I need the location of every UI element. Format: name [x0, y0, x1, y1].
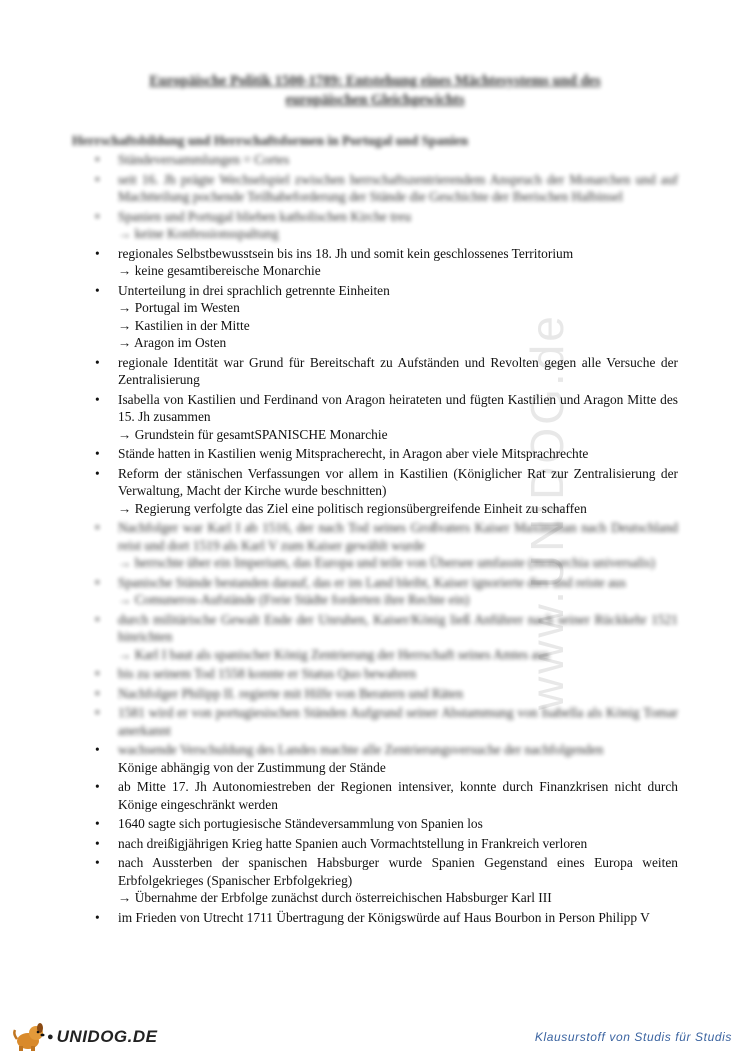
- bullet-text: • Spanische Stände bestanden darauf, das er im Land bleibt, Kaiser ignorierte dies und reiste aus: [118, 574, 626, 590]
- bullet-item: [118, 611, 678, 664]
- section-heading: Herrschaftsbildung und Herrschaftsformen in Portugal und Spanien: [72, 133, 469, 148]
- unidog-logo: [12, 1022, 158, 1052]
- bullet-text: • 1640 sagte sich portugiesische Ständeversammlung von Spanien los: [118, 816, 483, 831]
- bullet-arrow-line: → Karl I baut als spanischer König Zentrierung der Herrschaft seines Amtes aus: [118, 646, 550, 662]
- bullet-item: [118, 854, 678, 907]
- bullet-arrow-line: → Comuneros-Aufstände (Freie Städte forderten ihre Rechte ein): [118, 592, 470, 607]
- title-line-2: europäischen Gleichgewichts: [285, 92, 465, 108]
- bullet-arrow-line: → Aragon im Osten: [118, 335, 227, 350]
- bullet-item: [118, 465, 678, 518]
- bullet-arrow-line: → Portugal im Westen: [118, 300, 240, 315]
- logo-text: UNIDOG.DE: [56, 1027, 158, 1046]
- bullet-item: [118, 835, 678, 853]
- footer-tagline: Klausurstoff von Studis für Studis: [534, 1030, 732, 1044]
- bullet-item: [118, 909, 678, 927]
- bullet-arrow-line: → keine Konfessionsspaltung: [118, 226, 279, 241]
- bullet-item: [118, 815, 678, 833]
- bullet-text: • im Frieden von Utrecht 1711 Übertragung der Königswürde auf Haus Bourbon in Person Philipp V: [118, 909, 650, 925]
- bullet-item: [118, 685, 678, 703]
- bullet-arrow-line: → Grundstein für gesamtSPANISCHE Monarchie: [118, 426, 388, 442]
- bullet-item: [118, 151, 678, 169]
- bullet-text: • Nachfolger war Karl I ab 1516, der nach Tod seines Großvaters Kaiser Maximilian nach Deutschland reist und dort 1519 als Karl V zum Kaiser gewählt wurde: [118, 520, 678, 553]
- bullet-text: • Unterteilung in drei sprachlich getrennte Einheiten: [118, 282, 390, 298]
- document-title: [60, 72, 690, 110]
- paw-icon: ●: [47, 1031, 54, 1043]
- bullet-text: • nach dreißigjährigen Krieg hatte Spanien auch Vormachtstellung in Frankreich verloren: [118, 835, 588, 851]
- bullet-text: • Nachfolger Philipp II. regierte mit Hilfe von Beratern und Räten: [118, 685, 464, 701]
- bullet-item: [118, 245, 678, 280]
- bullet-item: [118, 171, 678, 206]
- bullet-arrow-line: → Regierung verfolgte das Ziel eine politisch regionsübergreifende Einheit zu schaffen: [118, 500, 587, 516]
- bullet-item: [118, 391, 678, 444]
- bullet-text: • ab Mitte 17. Jh Autonomiestreben der Regionen intensiver, konnte durch Finanzkrisen nicht durch Könige eingeschränkt werden: [118, 779, 678, 812]
- bullet-text: • Isabella von Kastilien und Ferdinand von Aragon heirateten und fügten Kastilien und Aragon Mitte des 15. Jh zusammen: [118, 391, 678, 424]
- bullet-item: [118, 704, 678, 739]
- bullet-item: [118, 354, 678, 389]
- bullet-text: • wachsende Verschuldung des Landes machte alle Zentrierungsversuche der nachfolgenden: [118, 742, 604, 757]
- watermark-text: www.UNIDOG.de: [521, 313, 573, 710]
- bullet-item: [118, 741, 678, 776]
- bullet-text: • Reform der stänischen Verfassungen vor allem in Kastilien (Königlicher Rat zur Zentralisierung der Verwaltung, Macht der Kirche wurde beschnitten): [118, 465, 678, 498]
- bullet-list: [118, 151, 678, 928]
- bullet-arrow-line: → keine gesamtibereische Monarchie: [118, 263, 321, 278]
- bullet-item: [118, 778, 678, 813]
- bullet-text: • regionales Selbstbewusstsein bis ins 18. Jh und somit kein geschlossenes Territorium: [118, 245, 574, 261]
- dog-icon: [12, 1022, 46, 1052]
- bullet-text: • durch militärische Gewalt Ende der Unruhen, Kaiser/König ließ Anführer nach seiner Rückkehr 1521 hinrichten: [118, 611, 678, 644]
- bullet-item: [118, 574, 678, 609]
- bullet-text: • Stände hatten in Kastilien wenig Mitspracherecht, in Aragon aber viele Mitsprachrechte: [118, 446, 589, 461]
- bullet-item: [118, 665, 678, 683]
- bullet-item: [118, 519, 678, 572]
- bullet-item: [118, 445, 678, 463]
- bullet-item: [118, 208, 678, 243]
- bullet-text: • Ständeversammlungen = Cortes: [118, 152, 290, 167]
- bullet-text: Könige abhängig von der Zustimmung der Stände: [118, 759, 386, 775]
- bullet-text: • regionale Identität war Grund für Bereitschaft zu Aufständen und Revolten gegen alle Versuche der Zentralisierung: [118, 354, 678, 387]
- bullet-text: • Spanien und Portugal blieben katholischen Kirche treu: [118, 208, 412, 224]
- bullet-text: • seit 16. Jh prägte Wechselspiel zwischen herrschaftszentrierendem Anspruch der Monarchen und auf Machtteilung pochende Teilhabeforderung der Stände die Geschichte der Iberischen Halbinsel: [118, 171, 678, 204]
- bullet-text: • nach Aussterben der spanischen Habsburger wurde Spanien Gegenstand eines Europa weiten Erbfolgekrieges (Spanischer Erbfolgekrieg): [118, 855, 678, 888]
- bullet-text: • 1581 wird er von portugiesischen Ständen Aufgrund seiner Abstammung von Isabella als König Tomar anerkannt: [118, 705, 678, 738]
- title-line-1: Europäische Politik 1500-1789: Entstehung eines Mächtesystems und des: [149, 73, 601, 89]
- bullet-arrow-line: → Übernahme der Erbfolge zunächst durch österreichischen Habsburger Karl III: [118, 890, 552, 905]
- bullet-text: • bis zu seinem Tod 1558 konnte er Status Quo bewahren: [118, 666, 417, 681]
- bullet-item: [118, 282, 678, 352]
- bullet-arrow-line: → herrschte über ein Imperium, das Europa und teile von Übersee umfasste (monarchia universalis): [118, 555, 655, 570]
- bullet-arrow-line: → Kastilien in der Mitte: [118, 317, 250, 333]
